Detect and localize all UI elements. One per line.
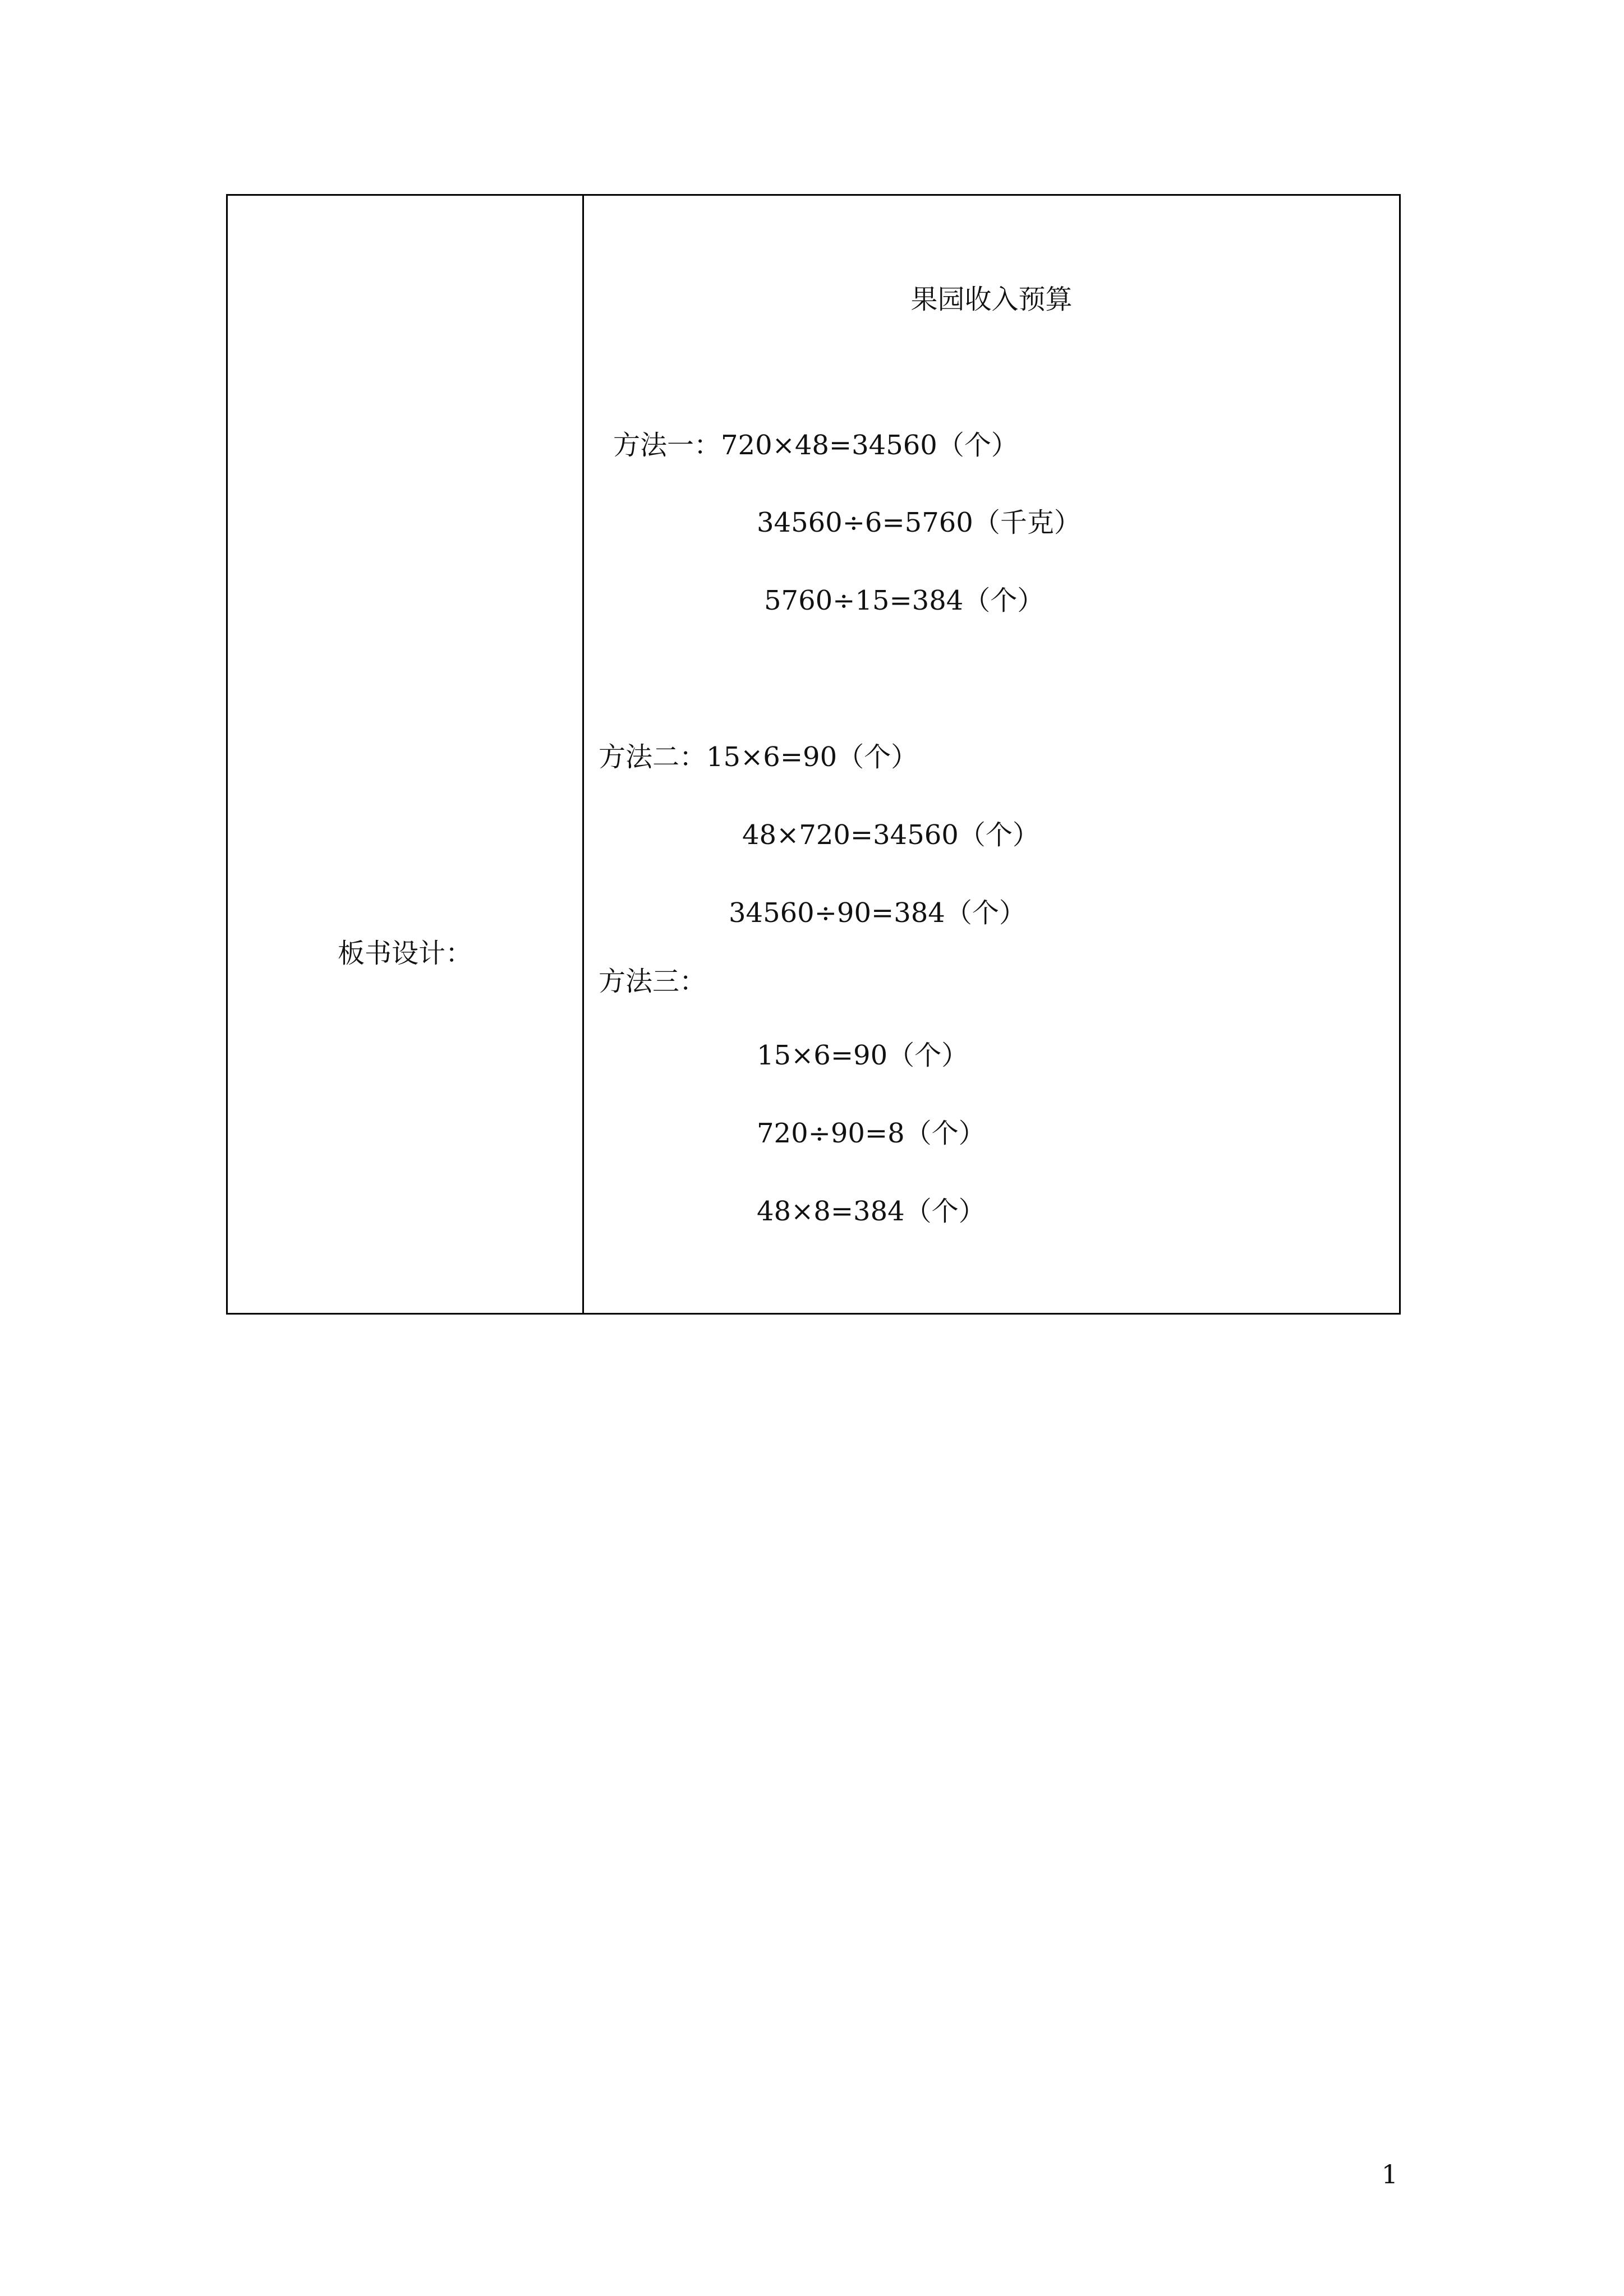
method1-line1: 方法一：720×48=34560（个）	[613, 430, 1018, 461]
lesson-title: 果园收入预算	[910, 284, 1073, 315]
column-divider	[582, 196, 584, 1313]
board-design-table	[226, 194, 1401, 1315]
method3-line1: 15×6=90（个）	[757, 1040, 969, 1071]
method2-line3: 34560÷90=384（个）	[729, 897, 1026, 929]
method3-heading: 方法三：	[599, 966, 707, 997]
method3-line2: 720÷90=8（个）	[757, 1118, 986, 1149]
board-design-label: 板书设计：	[337, 938, 472, 969]
page-number: 1	[1381, 2159, 1398, 2189]
method3-line3: 48×8=384（个）	[757, 1196, 986, 1227]
method1-line2: 34560÷6=5760（千克）	[757, 507, 1081, 538]
method1-line3: 5760÷15=384（个）	[764, 585, 1045, 616]
method2-line2: 48×720=34560（个）	[742, 819, 1039, 851]
method2-line1: 方法二：15×6=90（个）	[599, 741, 918, 773]
